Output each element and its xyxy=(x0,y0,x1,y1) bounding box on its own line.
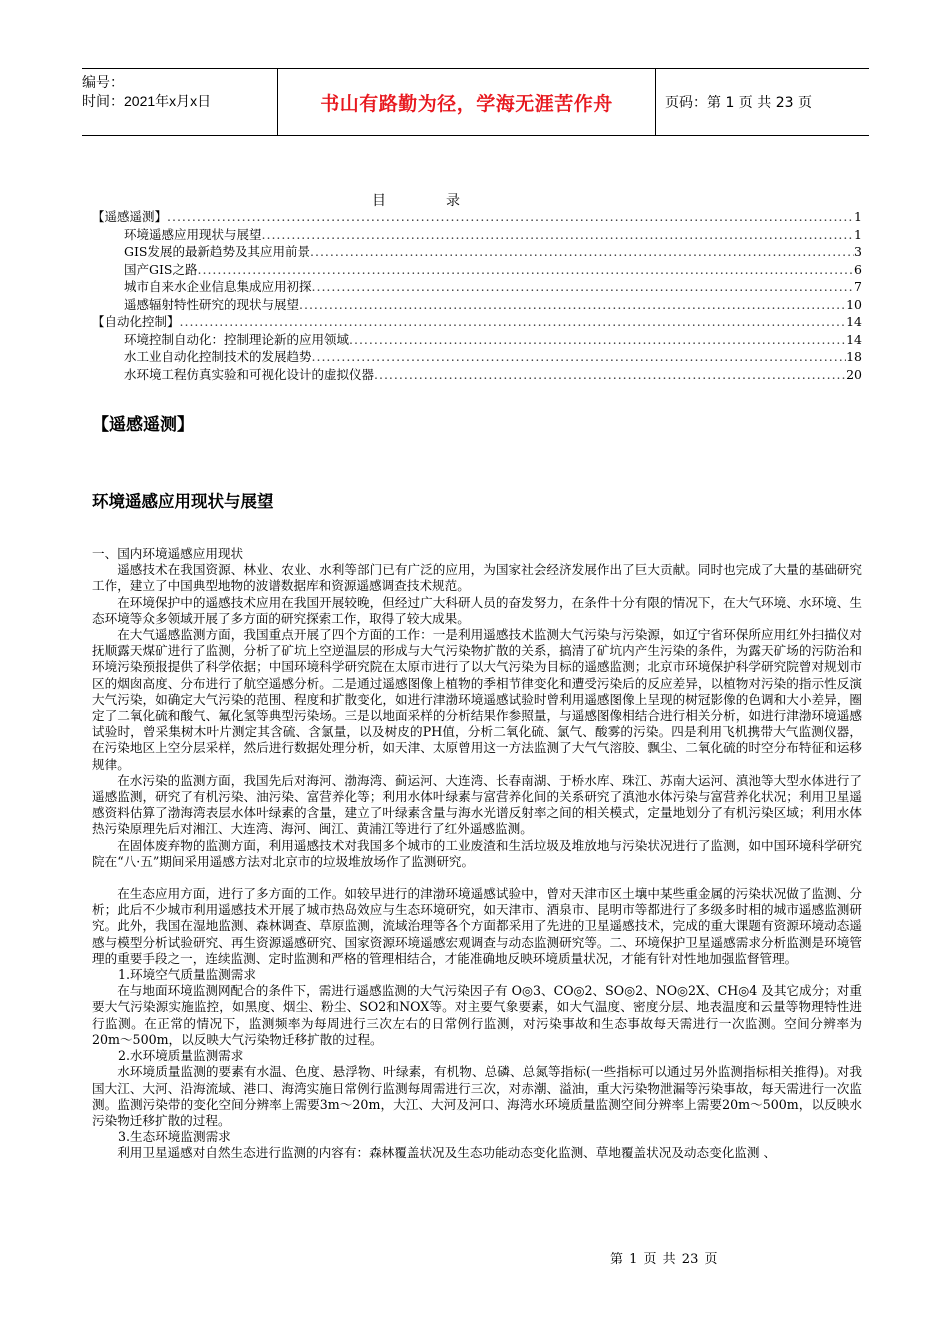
toc-leader-dots xyxy=(312,278,855,296)
header-meta-cell xyxy=(82,69,278,135)
toc-leader-dots xyxy=(310,243,854,261)
header-motto: 书山有路勤为径，学海无涯苦作舟 xyxy=(320,92,613,115)
page-header xyxy=(82,68,869,136)
toc-entry[interactable] xyxy=(92,208,862,226)
toc-entry-page: 1 xyxy=(854,226,862,242)
toc-title-left: 目 xyxy=(372,193,386,209)
toc-entry-title: 环境遥感应用现状与展望 xyxy=(124,226,262,242)
toc-entry-title: 【遥感遥测】 xyxy=(92,209,168,224)
section-heading: 【遥感遥测】 xyxy=(92,415,194,435)
toc-entry-title: 水工业自动化控制技术的发展趋势 xyxy=(124,349,312,364)
document-number-label: 编号： xyxy=(82,74,124,90)
toc-entry-title: 水环境工程仿真实验和可视化设计的虚拟仪器 xyxy=(124,366,375,382)
paragraph: 遥感技术在我国资源、林业、农业、水利等部门已有广泛的应用，为国家社会经济发展作出了巨大贡献。同时也完成了大量的基础研究工作，建立了中国典型地物的波谱数据库和资源遥感调查技术规范。 xyxy=(92,562,862,594)
article-body xyxy=(92,546,862,1162)
toc-leader-dots xyxy=(312,348,847,366)
toc-leader-dots xyxy=(167,208,854,226)
toc-entry[interactable] xyxy=(92,243,862,261)
paragraph: 利用卫星遥感对自然生态进行监测的内容有：森林覆盖状况及生态功能动态变化监测、草地覆盖状况及动态变化监测 、 xyxy=(117,1145,777,1161)
table-of-contents xyxy=(92,208,862,383)
toc-leader-dots xyxy=(299,296,846,314)
toc-entry-page: 14 xyxy=(846,331,862,347)
toc-title-right: 录 xyxy=(446,193,460,209)
toc-entry-title: 【自动化控制】 xyxy=(92,314,180,329)
toc-title xyxy=(372,190,520,210)
toc-entry-page: 18 xyxy=(846,349,862,364)
toc-entry-title: 环境控制自动化：控制理论新的应用领域 xyxy=(124,331,350,347)
header-page-number: 页码：第 1 页 共 23 页 xyxy=(665,95,812,111)
toc-entry[interactable] xyxy=(92,278,862,296)
toc-entry[interactable] xyxy=(92,348,862,366)
paragraph: 在生态应用方面，进行了多方面的工作。如较早进行的津渤环境遥感试验中，曾对天津市区土壤中某些重金属的污染状况做了监测、分析；此后不少城市利用遥感技术开展了城市热岛效应与生态环境研究，如天津市、酒泉市、昆明市等都进行了多级多时相的城市遥感监测研究。此外，我国在湿地监测、森林调查、草原监测，流域治理等各个方面都采用了先进的卫星遥感技术，完成的重大课题有资源环境动态遥感与模型分析试验研究、再生资源遥感研究、国家资源环境遥感宏观调查与动态监测研究等。二、环境保护卫星遥感需求分析监测是环境管理的重要手段之一，连续监测、定时监测和严格的管理相结合，才能准确地反映环境质量状况，才能有针对性地加强监督管理。 xyxy=(92,886,862,966)
toc-entry-page: 14 xyxy=(846,314,862,329)
toc-entry-page: 20 xyxy=(846,366,862,382)
toc-entry-title: 国产GIS之路 xyxy=(124,261,198,277)
paragraph: 在固体废弃物的监测方面，利用遥感技术对我国多个城市的工业废渣和生活垃圾及堆放地与污染状况进行了监测，如中国环境科学研究院在“八·五”期间采用遥感方法对北京市的垃圾堆放场作了监测研究。 xyxy=(92,837,862,869)
paragraph: 一、国内环境遥感应用现状 xyxy=(92,546,244,561)
paragraph: 2.水环境质量监测需求 xyxy=(118,1048,244,1064)
paragraph: 水环境质量监测的要素有水温、色度、悬浮物、叶绿素，有机物、总磷、总氮等指标(一些指标可以通过另外监测指标相关推得)。对我国大江、大河、沿海流域、港口、海湾实施日常例行监测每周需进行三次，对赤潮、溢油，重大污染物泄漏等污染事故，每天需进行一次监测。监测污染带的变化空间分辨率上需要3m～20m，大江、大河及河口、海湾水环境质量监测空间分辨率上需要20m～500m，以反映水污染物迁移扩散的过程。 xyxy=(92,1064,862,1128)
toc-entry[interactable] xyxy=(92,313,862,331)
toc-entry-page: 10 xyxy=(846,296,862,312)
toc-leader-dots xyxy=(198,261,855,279)
toc-entry-title: 城市自来水企业信息集成应用初探 xyxy=(124,279,312,294)
toc-entry[interactable] xyxy=(92,296,862,314)
document-time-label: 时间：2021年x月x日 xyxy=(82,93,212,109)
paragraph: 在环境保护中的遥感技术应用在我国开展较晚，但经过广大科研人员的奋发努力，在条件十分有限的情况下，在大气环境、水环境、生态环境等众多领域开展了多方面的研究探索工作，取得了较大成果。 xyxy=(92,594,862,626)
paragraph: 1.环境空气质量监测需求 xyxy=(118,967,256,983)
toc-entry-page: 1 xyxy=(854,209,862,224)
article-title: 环境遥感应用现状与展望 xyxy=(92,492,274,511)
header-motto-cell xyxy=(278,69,656,135)
toc-entry[interactable] xyxy=(92,226,862,244)
page-footer: 第 1 页 共 23 页 xyxy=(610,1252,718,1267)
toc-entry-page: 7 xyxy=(854,279,862,294)
toc-entry[interactable] xyxy=(92,366,862,384)
toc-leader-dots xyxy=(349,331,846,349)
paragraph: 在大气遥感监测方面，我国重点开展了四个方面的工作：一是利用遥感技术监测大气污染与污染源，如辽宁省环保所应用红外扫描仪对抚顺露天煤矿进行了监测，分析了矿坑上空逆温层的形成与大气污染物扩散的关系，搞清了矿坑内产生污染的条件，为露天矿场的污防治和环境污染预报提供了科学依据；中国环境科学研究院在太原市进行了以大气污染为目标的遥感监测；北京市环境保护科学研究院曾对规划市区的烟囱高度、分布进行了航空遥感分析。二是通过遥感图像上植物的季相节律变化和遭受污染后的反应差异，以植物对污染的指示性反演大气污染，如确定大气污染的范围、程度和扩散变化，如进行津渤环境遥感试验时曾利用遥感图像上呈现的树冠影像的色调和大小差异，圈定了二氧化硫和酸气、氟化氢等典型污染场。三是以地面采样的分析结果作参照量，与遥感图像相结合进行相关分析，如进行津渤环境遥感试验时，曾采集树木叶片测定其含硫、含氯量，以及树皮的PH值，分析二氧化硫、氯气、酸雾的污染。四是利用飞机携带大气监测仪器，在污染地区上空分层采样，然后进行数据处理分析，如天津、太原曾用这一方法监测了大气气溶胶、飘尘、二氧化硫的时空分布特征和运移规律。 xyxy=(92,627,862,772)
paragraph: 3.生态环境监测需求 xyxy=(118,1129,231,1145)
toc-entry-page: 6 xyxy=(854,261,862,277)
paragraph: 在水污染的监测方面，我国先后对海河、渤海湾、蓟运河、大连湾、长春南湖、于桥水库、珠江、苏南大运河、滇池等大型水体进行了遥感监测，研究了有机污染、油污染、富营养化等；利用水体叶绿素与富营养化间的关系研究了滇池水体污染与富营养化状况；利用卫星遥感资料估算了渤海湾表层水体叶绿素的含量，建立了叶绿素含量与海水光谱反射率之间的相关模式，定量地划分了有机污染区域；利用水体热污染原理先后对湘江、大连湾、海河、闽江、黄浦江等进行了红外遥感监测。 xyxy=(92,772,862,837)
toc-leader-dots xyxy=(180,313,847,331)
toc-leader-dots xyxy=(262,226,855,244)
toc-entry[interactable] xyxy=(92,331,862,349)
header-page-cell xyxy=(655,69,869,135)
toc-entry-page: 3 xyxy=(854,244,862,259)
toc-entry[interactable] xyxy=(92,261,862,279)
toc-leader-dots xyxy=(374,366,846,384)
toc-entry-title: 遥感辐射特性研究的现状与展望 xyxy=(124,296,300,312)
toc-entry-title: GIS发展的最新趋势及其应用前景 xyxy=(124,244,310,259)
paragraph: 在与地面环境监测网配合的条件下，需进行遥感监测的大气污染因子有 O◎3、CO◎2、SO◎2、NO◎2X、CH◎4 及其它成分；对重要大气污染源实施监控，如黑度、烟尘、粉尘、SO2和NOX等。对主要气象要素，如大气温度、密度分层、地表温度和云量等物理特性进行监测。在正常的情况下，监测频率为每周进行三次左右的日常例行监测，对污染事故和生态事故每天需进行一次监测。空间分辨率为20m～500m，以反映大气污染物迁移扩散的过程。 xyxy=(92,983,862,1047)
